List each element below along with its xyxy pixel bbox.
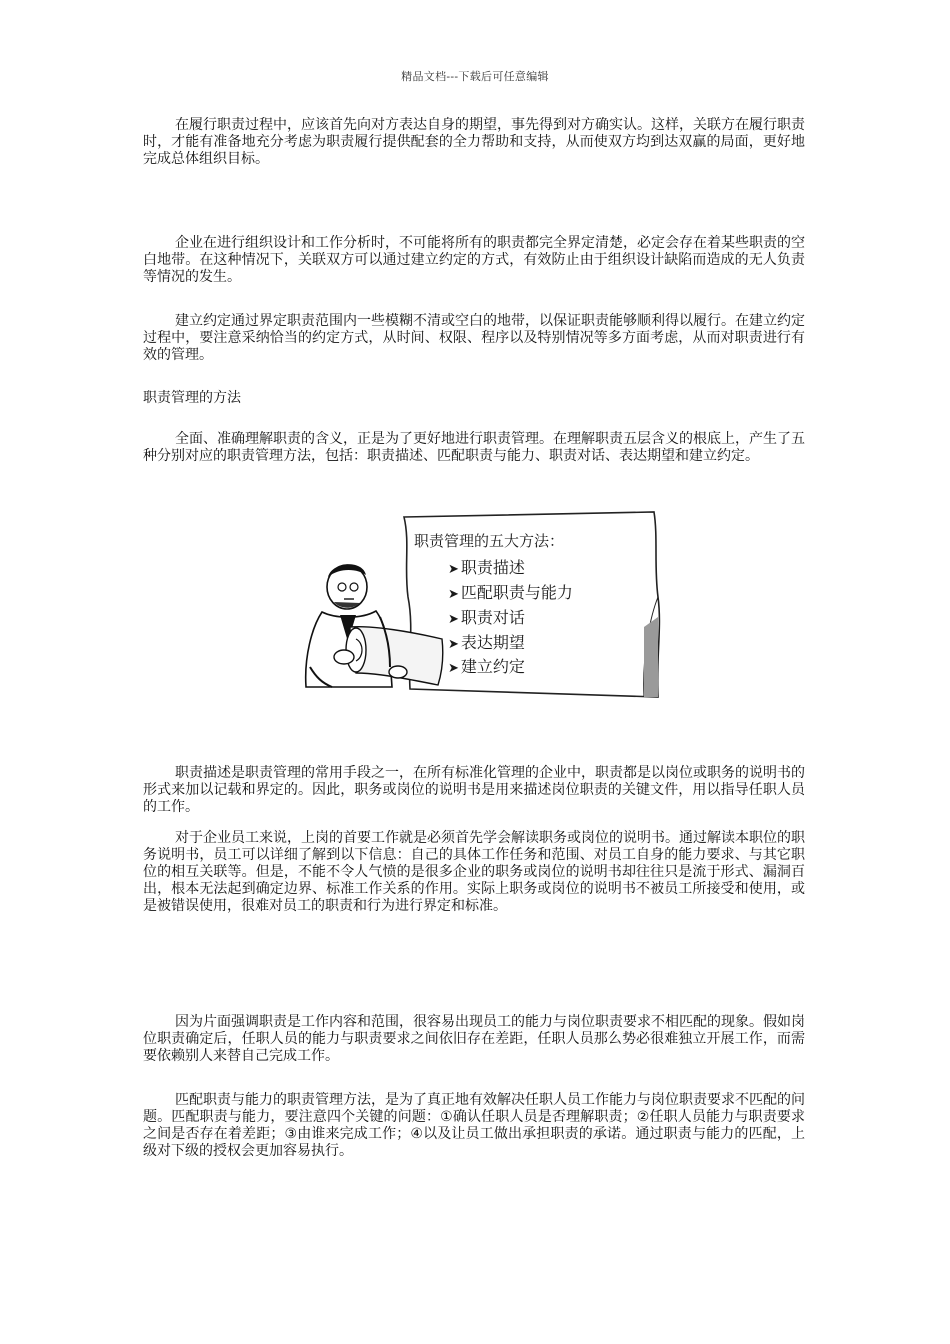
arrow-icon: ➤: [448, 637, 459, 652]
five-methods-illustration: [292, 507, 664, 702]
figure-item-label: 职责对话: [460, 608, 525, 627]
paragraph-mutual-expectation: 在履行职责过程中，应该首先向对方表达自身的期望，事先得到对方确实认。这样，关联方在履行职责时，才能有准备地充分考虑为职责履行提供配套的全力帮助和支持，从而使双方均到达双赢的局面，更好地完成总体组织目标。: [143, 117, 805, 167]
arrow-icon: ➤: [448, 587, 459, 602]
paragraph-five-methods: 全面、准确理解职责的含义，正是为了更好地进行职责管理。在理解职责五层含义的根底上，产生了五种分别对应的职责管理方法，包括：职责描述、匹配职责与能力、职责对话、表达期望和建立约定。: [143, 431, 805, 464]
paragraph-ability-gap: 因为片面强调职责是工作内容和范围，很容易出现员工的能力与岗位职责要求不相匹配的现象。假如岗位职责确定后，任职人员的能力与职责要求之间依旧存在差距，任职人员那么势必很难独立开展工作，而需要依赖别人来替自己完成工作。: [143, 1014, 805, 1064]
page-header-note: 精品文档---下载后可任意编辑: [401, 70, 549, 83]
figure-item-5: [448, 657, 525, 678]
figure-item-label: 职责描述: [460, 558, 525, 577]
arrow-icon: ➤: [448, 612, 459, 627]
arrow-icon: ➤: [448, 661, 459, 676]
paragraph-read-description: 对于企业员工来说，上岗的首要工作就是必须首先学会解读职务或岗位的说明书。通过解读本职位的职务说明书，员工可以详细了解到以下信息：自己的具体工作任务和范围、对员工自身的能力要求、与其它职位的相互关联等。但是，不能不令人气愤的是很多企业的职务或岗位的说明书却往往只是流于形式、漏洞百出，根本无法起到确定边界、标准工作关系的作用。实际上职务或岗位的说明书不被员工所接受和使用，或是被错误使用，很难对员工的职责和行为进行界定和标准。: [143, 830, 805, 914]
paragraph-agreement-background: 企业在进行组织设计和工作分析时，不可能将所有的职责都完全界定清楚，必定会存在着某些职责的空白地带。在这种情况下，关联双方可以通过建立约定的方式，有效防止由于组织设计缺陷而造成的无人负责等情况的发生。: [143, 235, 805, 285]
figure-item-label: 建立约定: [460, 657, 525, 676]
paragraph-match-ability: 匹配职责与能力的职责管理方法，是为了真正地有效解决任职人员工作能力与岗位职责要求不匹配的问题。匹配职责与能力，要注意四个关键的问题：①确认任职人员是否理解职责；②任职人员能力与职责要求之间是否存在着差距；③由谁来完成工作；④以及让员工做出承担职责的承诺。通过职责与能力的匹配，上级对下级的授权会更加容易执行。: [143, 1092, 805, 1159]
figure-item-4: [448, 633, 525, 654]
figure-item-1: [448, 558, 525, 579]
figure-item-label: 表达期望: [460, 633, 525, 652]
paragraph-job-description: 职责描述是职责管理的常用手段之一，在所有标准化管理的企业中，职责都是以岗位或职务的说明书的形式来加以记载和界定的。因此，职务或岗位的说明书是用来描述岗位职责的关键文件，用以指导任职人员的工作。: [143, 765, 805, 815]
figure-item-2: [448, 583, 573, 604]
figure-item-label: 匹配职责与能力: [460, 583, 573, 602]
arrow-icon: ➤: [448, 562, 459, 577]
paragraph-agreement-method: 建立约定通过界定职责范围内一些模糊不清或空白的地带，以保证职责能够顺利得以履行。在建立约定过程中，要注意采纳恰当的约定方式，从时间、权限、程序以及特别情况等多方面考虑，从而对职责进行有效的管理。: [143, 313, 805, 363]
section-heading: 职责管理的方法: [143, 390, 241, 406]
figure-item-3: [448, 608, 525, 629]
figure-title: 职责管理的五大方法：: [414, 532, 565, 550]
